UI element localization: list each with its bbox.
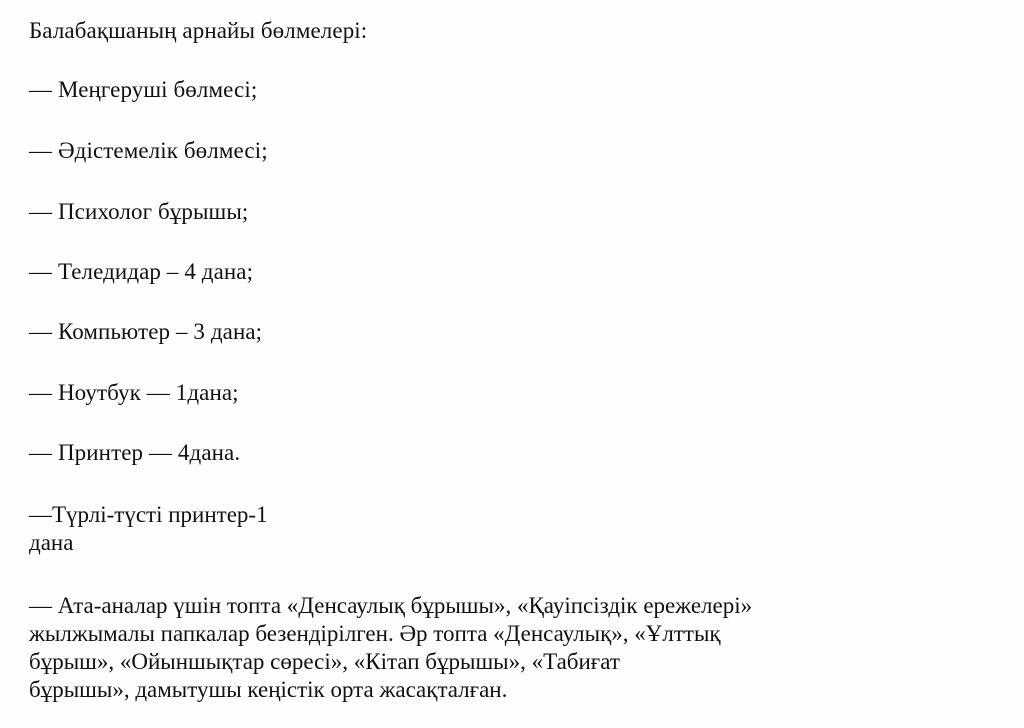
final-paragraph-line-4: бұрышы», дамытушы кеңістік орта жасақталған. [29, 677, 508, 702]
list-item-psychologist-corner: — Психолог бұрышы; [29, 199, 249, 224]
list-item-head-office: — Меңгеруші бөлмесі; [29, 77, 258, 102]
document-heading: Балабақшаның арнайы бөлмелері: [29, 18, 368, 43]
final-paragraph-line-3: бұрыш», «Ойыншықтар сөресі», «Кітап бұрышы», «Табиғат [29, 649, 620, 674]
final-paragraph [29, 592, 752, 704]
color-printer-line-1: —Түрлі-түсті принтер-1 [29, 502, 268, 527]
list-item-methodical-room: — Әдістемелік бөлмесі; [29, 138, 268, 163]
final-paragraph-line-2: жылжымалы папкалар безендірілген. Әр топта «Денсаулық», «Ұлттық [29, 621, 721, 646]
final-paragraph-line-1: — Ата-аналар үшін топта «Денсаулық бұрышы», «Қауіпсіздік ережелері» [29, 593, 753, 618]
list-item-laptop: — Ноутбук — 1дана; [29, 380, 239, 405]
color-printer-line-2: дана [29, 530, 74, 555]
list-item-computer: — Компьютер – 3 дана; [29, 319, 263, 344]
list-item-color-printer [29, 501, 268, 557]
list-item-television: — Теледидар – 4 дана; [29, 259, 254, 284]
list-item-printer: — Принтер — 4дана. [29, 440, 241, 465]
